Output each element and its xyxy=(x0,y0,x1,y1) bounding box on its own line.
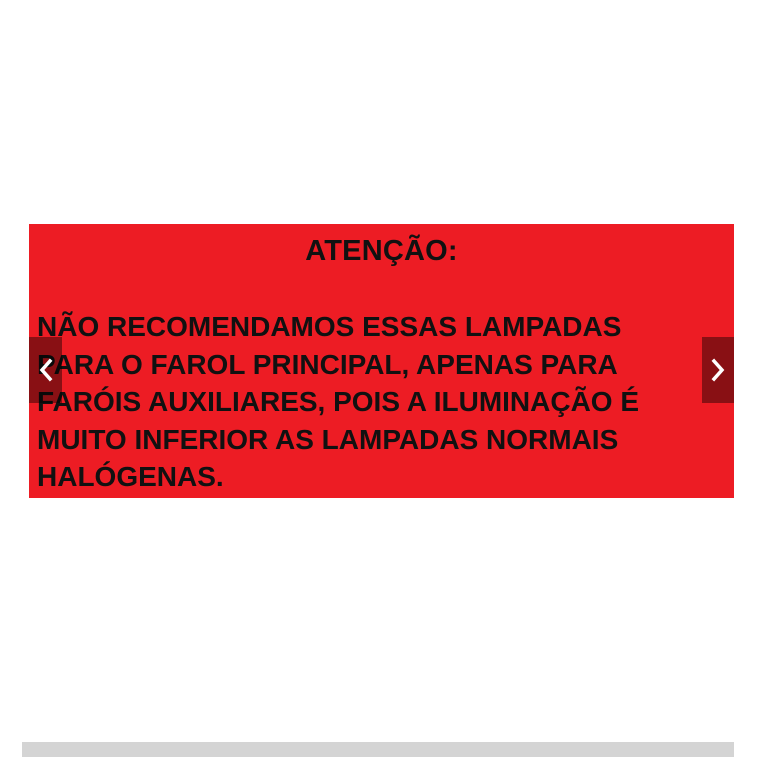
chevron-right-icon xyxy=(708,355,728,385)
notice-line: FARÓIS AUXILIARES, POIS A ILUMINAÇÃO É xyxy=(37,386,640,417)
notice-line: HALÓGENAS. xyxy=(37,461,224,492)
next-image-button[interactable] xyxy=(702,337,734,403)
chevron-left-icon xyxy=(36,355,56,385)
previous-image-button[interactable] xyxy=(29,337,62,403)
product-image-slide xyxy=(29,224,734,498)
notice-line: MUITO INFERIOR AS LAMPADAS NORMAIS xyxy=(37,423,619,455)
notice-title: ATENÇÃO: xyxy=(305,235,458,267)
notice-line: NÃO RECOMENDAMOS ESSAS LAMPADAS xyxy=(37,311,622,342)
notice-line: PARA O FAROL PRINCIPAL, APENAS PARA xyxy=(37,348,618,380)
thumbnail-strip[interactable] xyxy=(22,742,734,757)
notice-text xyxy=(37,308,727,496)
